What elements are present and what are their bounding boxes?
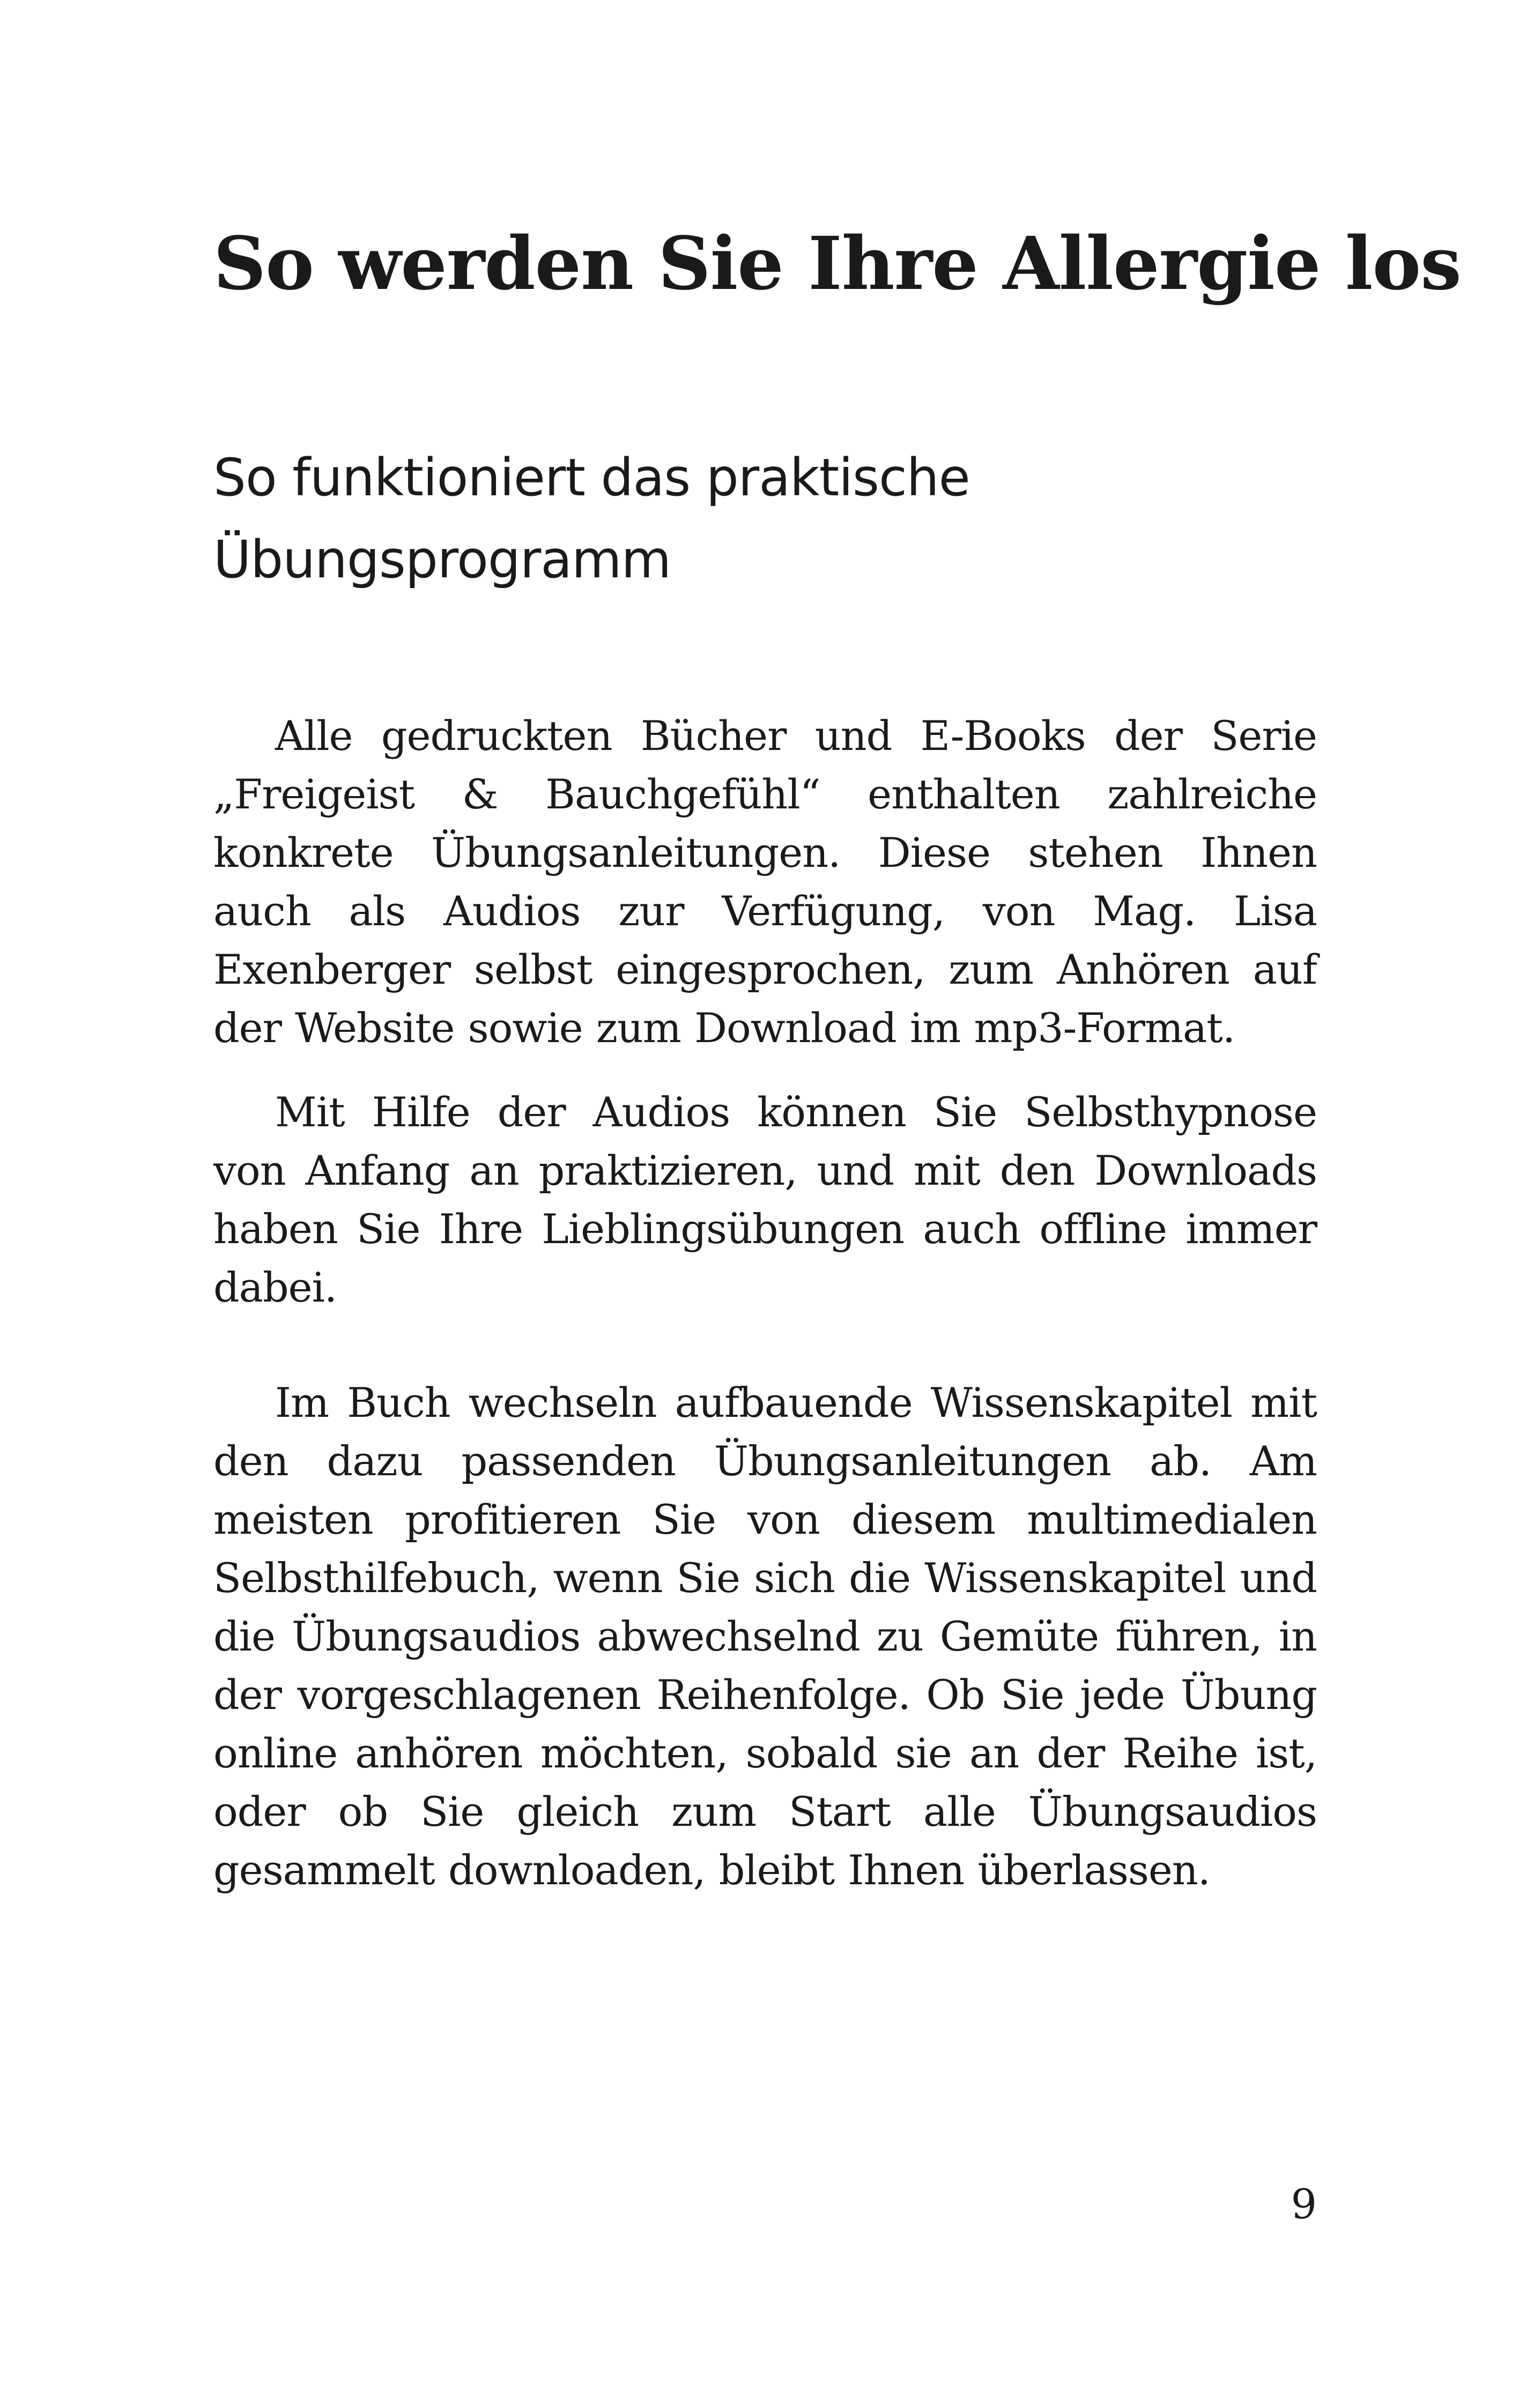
- paragraph-selbsthypnose: Mit Hilfe der Audios können Sie Selbsthypnose von Anfang an praktizieren, und mit den Downloads haben Sie Ihre Lieblingsübungen auch offline immer dabei.: [213, 1088, 1317, 1311]
- page-number: 9: [1291, 2180, 1317, 2228]
- page-title: So werden Sie Ihre Allergie los: [213, 221, 1461, 307]
- intro-text-block: [213, 707, 1317, 1317]
- paragraph-audios: Alle gedruckten Bücher und E-Books der Serie „Freigeist & Bauchgefühl“ enthalten zahlreiche konkrete Übungsanleitungen. Diese stehen Ihnen auch als Audios zur Verfügung, von Mag. Lisa Exenberger selbst eingesprochen, zum Anhören auf der Website sowie zum Download im mp3-Format.: [213, 712, 1317, 1052]
- usage-text-block: [213, 1373, 1317, 1899]
- section-subtitle: So funktioniert das praktische Übungsprogramm: [213, 448, 970, 590]
- paragraph-buch-aufbau: Im Buch wechseln aufbauende Wissenskapitel mit den dazu passenden Übungsanleitungen ab. Am meisten profitieren Sie von diesem multimedialen Selbsthilfebuch, wenn Sie sich die Wissenskapitel und die Übungsaudios abwechselnd zu Gemüte führen, in der vorgeschlagenen Reihenfolge. Ob Sie jede Übung online anhören möchten, sobald sie an der Reihe ist, oder ob Sie gleich zum Start alle Übungsaudios gesammelt downloaden, bleibt Ihnen überlassen.: [213, 1379, 1317, 1894]
